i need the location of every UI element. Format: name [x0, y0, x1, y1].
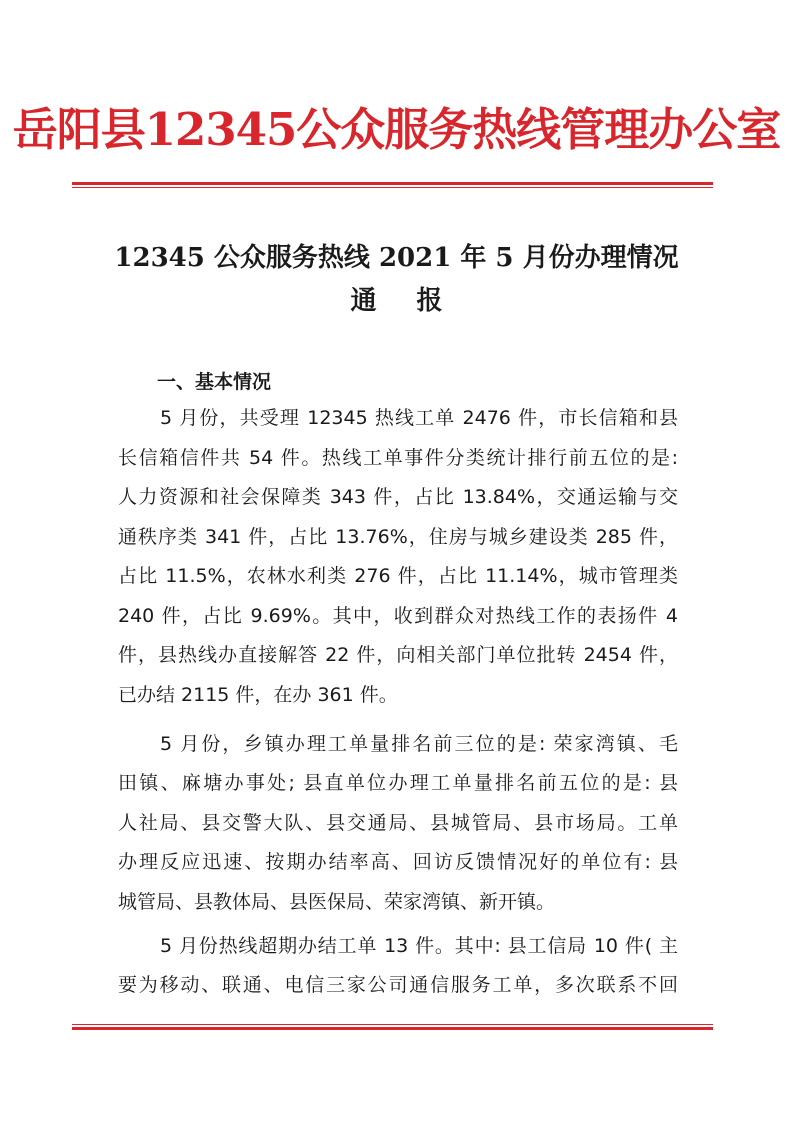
document-title-line-2: 通报 — [350, 286, 483, 316]
paragraph-line: 5 月份，乡镇办理工单量排名前三位的是: 荣家湾镇、毛 — [160, 733, 678, 755]
paragraph-line: 人社局、县交警大队、县交通局、县城管局、县市场局。工单 — [118, 812, 678, 834]
letterhead-org-name: 岳阳县12345公众服务热线管理办公室 — [12, 103, 781, 156]
paragraph-line: 办理反应迅速、按期办结率高、回访反馈情况好的单位有: 县 — [118, 851, 678, 873]
footer-rule — [72, 1024, 713, 1030]
paragraph-line: 5 月份热线超期办结工单 13 件。其中: 县工信局 10 件( 主 — [160, 935, 678, 957]
paragraph-line: 5 月份，共受理 12345 热线工单 2476 件，市长信箱和县 — [160, 407, 678, 429]
paragraph-line: 240 件，占比 9.69%。其中，收到群众对热线工作的表扬件 4 — [118, 605, 678, 627]
document-title-line-1: 12345 公众服务热线 2021 年 5 月份办理情况 — [114, 243, 679, 273]
paragraph-line: 田镇、麻塘办事处; 县直单位办理工单量排名前五位的是: 县 — [118, 772, 678, 794]
paragraph-line: 要为移动、联通、电信三家公司通信服务工单，多次联系不回 — [118, 974, 678, 996]
letterhead-rule — [72, 182, 713, 188]
paragraph-line: 长信箱信件共 54 件。热线工单事件分类统计排行前五位的是: — [118, 447, 678, 469]
section-heading: 一、基本情况 — [157, 371, 272, 393]
paragraph-line: 通秩序类 341 件，占比 13.76%，住房与城乡建设类 285 件， — [118, 526, 678, 548]
paragraph-line: 城管局、县教体局、县医保局、荣家湾镇、新开镇。 — [118, 891, 556, 913]
paragraph-line: 件，县热线办直接解答 22 件，向相关部门单位批转 2454 件， — [118, 644, 678, 666]
paragraph-line: 已办结 2115 件，在办 361 件。 — [118, 684, 398, 706]
paragraph-line: 人力资源和社会保障类 343 件，占比 13.84%，交通运输与交 — [118, 486, 678, 508]
paragraph-line: 占比 11.5%，农林水利类 276 件，占比 11.14%，城市管理类 — [118, 565, 678, 587]
